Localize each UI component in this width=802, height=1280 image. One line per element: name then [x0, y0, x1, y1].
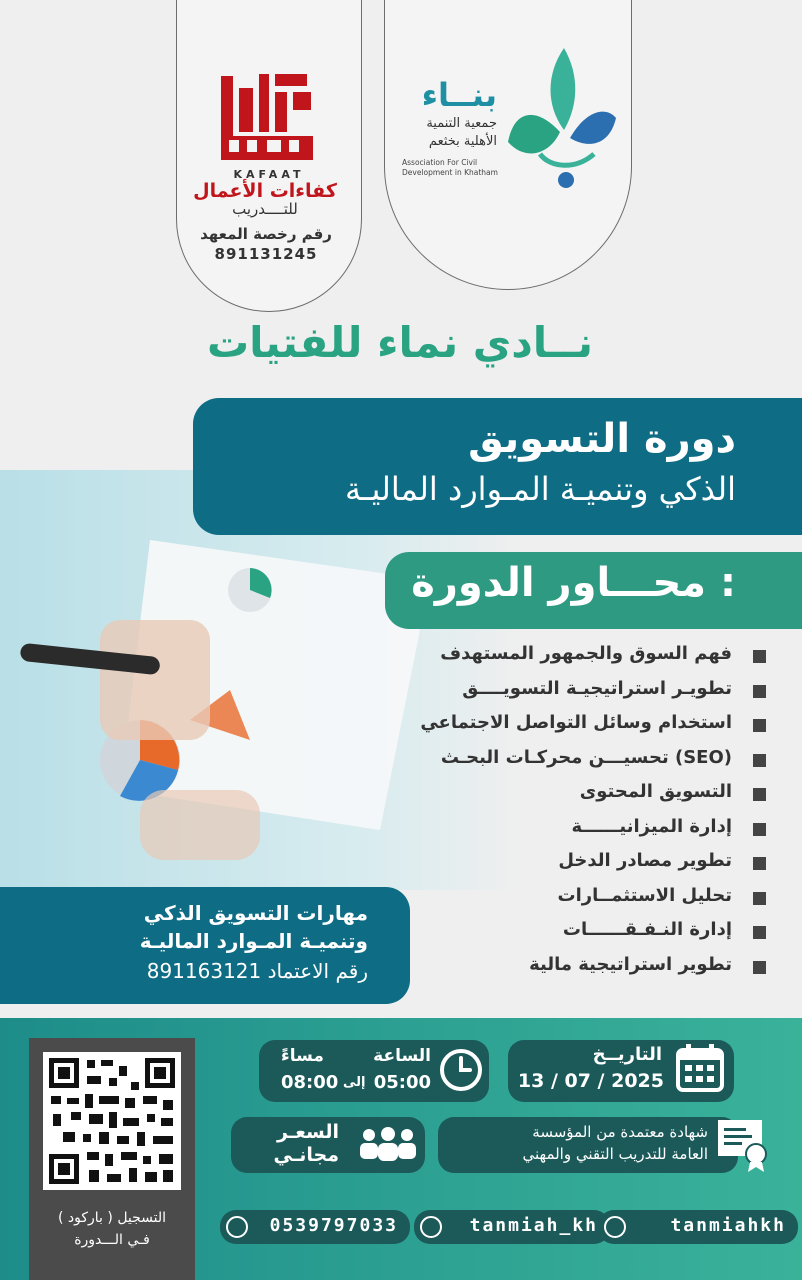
- whatsapp-contact[interactable]: [220, 1210, 410, 1244]
- list-item: تطوير مصادر الدخل: [380, 850, 770, 885]
- x-icon: [604, 1216, 626, 1238]
- bullet-square-icon: [753, 650, 766, 663]
- snapchat-handle: tanmiah_kh: [469, 1215, 598, 1236]
- list-item: إدارة النـفـقــــــات: [380, 919, 770, 954]
- kafaat-logo: [217, 70, 317, 165]
- time-evening: مساءً: [281, 1046, 324, 1066]
- list-item: تحسيـــن محركـات البحـث (SEO): [380, 747, 770, 782]
- club-title: نــادي نماء للفتيات: [206, 318, 594, 367]
- axes-label: محـــاور الدورة :: [411, 560, 736, 606]
- time-pill: [259, 1040, 489, 1102]
- bullet-square-icon: [753, 926, 766, 939]
- qr-caption-line1: ( باركود ) التسجيل: [57, 1210, 167, 1226]
- list-item: فهم السوق والجمهور المستهدف: [380, 643, 770, 678]
- kafaat-name: كفاءات الأعمال: [193, 180, 337, 202]
- list-item: استخدام وسائل التواصل الاجتماعي: [380, 712, 770, 747]
- clock-icon: [437, 1046, 485, 1094]
- binaa-en-line2: Development in Khatham: [402, 168, 498, 177]
- certificate-line2: العامة للتدريب التقني والمهني: [522, 1145, 708, 1163]
- kafaat-english: KAFAAT: [233, 168, 305, 181]
- snapchat-icon: [420, 1216, 442, 1238]
- topics-list: [380, 643, 770, 988]
- list-item: التسويق المحتوى: [380, 781, 770, 816]
- kafaat-subtitle: للتــــدريب: [232, 200, 298, 218]
- date-value: 13 / 07 / 2025: [517, 1070, 664, 1092]
- bullet-square-icon: [753, 788, 766, 801]
- skills-banner: [0, 887, 410, 1004]
- snapchat-contact[interactable]: [414, 1210, 610, 1244]
- price-label: السعـر: [276, 1121, 339, 1143]
- axes-banner: [385, 552, 802, 629]
- accreditation-number: رقم الاعتماد 891163121: [146, 959, 368, 983]
- price-pill: [231, 1117, 425, 1173]
- bullet-square-icon: [753, 857, 766, 870]
- certificate-pill: [438, 1117, 738, 1173]
- binaa-line1: جمعية التنمية: [426, 116, 497, 131]
- list-item: تطوير استراتيجية مالية: [380, 954, 770, 989]
- price-value: مجانـي: [273, 1144, 339, 1166]
- list-item: تحليل الاستثمــارات: [380, 885, 770, 920]
- course-banner: [193, 398, 802, 535]
- course-title-line2: الذكي وتنميـة المـوارد الماليـة: [344, 470, 736, 508]
- contact-strip: [220, 1210, 802, 1246]
- registration-qr-code[interactable]: [43, 1052, 181, 1190]
- binaa-title: بنــاء: [421, 76, 497, 114]
- binaa-en-line1: Association For Civil: [402, 158, 478, 167]
- skills-line2: وتنميـة المـوارد الماليـة: [139, 929, 368, 953]
- bullet-square-icon: [753, 961, 766, 974]
- bullet-square-icon: [753, 685, 766, 698]
- qr-caption-line2: فـي الـــدورة: [74, 1232, 150, 1248]
- bullet-square-icon: [753, 754, 766, 767]
- date-label: التاريــخ: [592, 1044, 662, 1065]
- certificate-icon: [714, 1116, 770, 1174]
- course-title-line1: دورة التسويق: [468, 416, 736, 462]
- bullet-square-icon: [753, 823, 766, 836]
- license-label: رقم رخصة المعهد: [200, 225, 332, 243]
- binaa-leaf-logo: [506, 46, 618, 192]
- whatsapp-icon: [226, 1216, 248, 1238]
- list-item: تطويـر استراتيجيـة التسويــــق: [380, 678, 770, 713]
- certificate-line1: شهادة معتمدة من المؤسسة: [532, 1123, 708, 1141]
- time-to: 08:00: [281, 1072, 339, 1093]
- license-number: 891131245: [214, 245, 318, 263]
- time-from: 05:00: [373, 1072, 431, 1093]
- bullet-square-icon: [753, 892, 766, 905]
- skills-line1: مهارات التسويق الذكي: [143, 901, 368, 925]
- time-label: الساعة: [373, 1046, 431, 1066]
- time-to-word: إلى: [343, 1075, 366, 1090]
- date-pill: [508, 1040, 734, 1102]
- list-item: إدارة الميزانيــــــة: [380, 816, 770, 851]
- binaa-line2: الأهلية بخثعم: [428, 134, 497, 149]
- phone-number: 0539797033: [269, 1215, 398, 1236]
- x-handle: tanmiahkh: [670, 1215, 786, 1236]
- group-icon: [357, 1125, 419, 1165]
- calendar-icon: [674, 1042, 726, 1094]
- bullet-square-icon: [753, 719, 766, 732]
- x-contact[interactable]: [598, 1210, 798, 1244]
